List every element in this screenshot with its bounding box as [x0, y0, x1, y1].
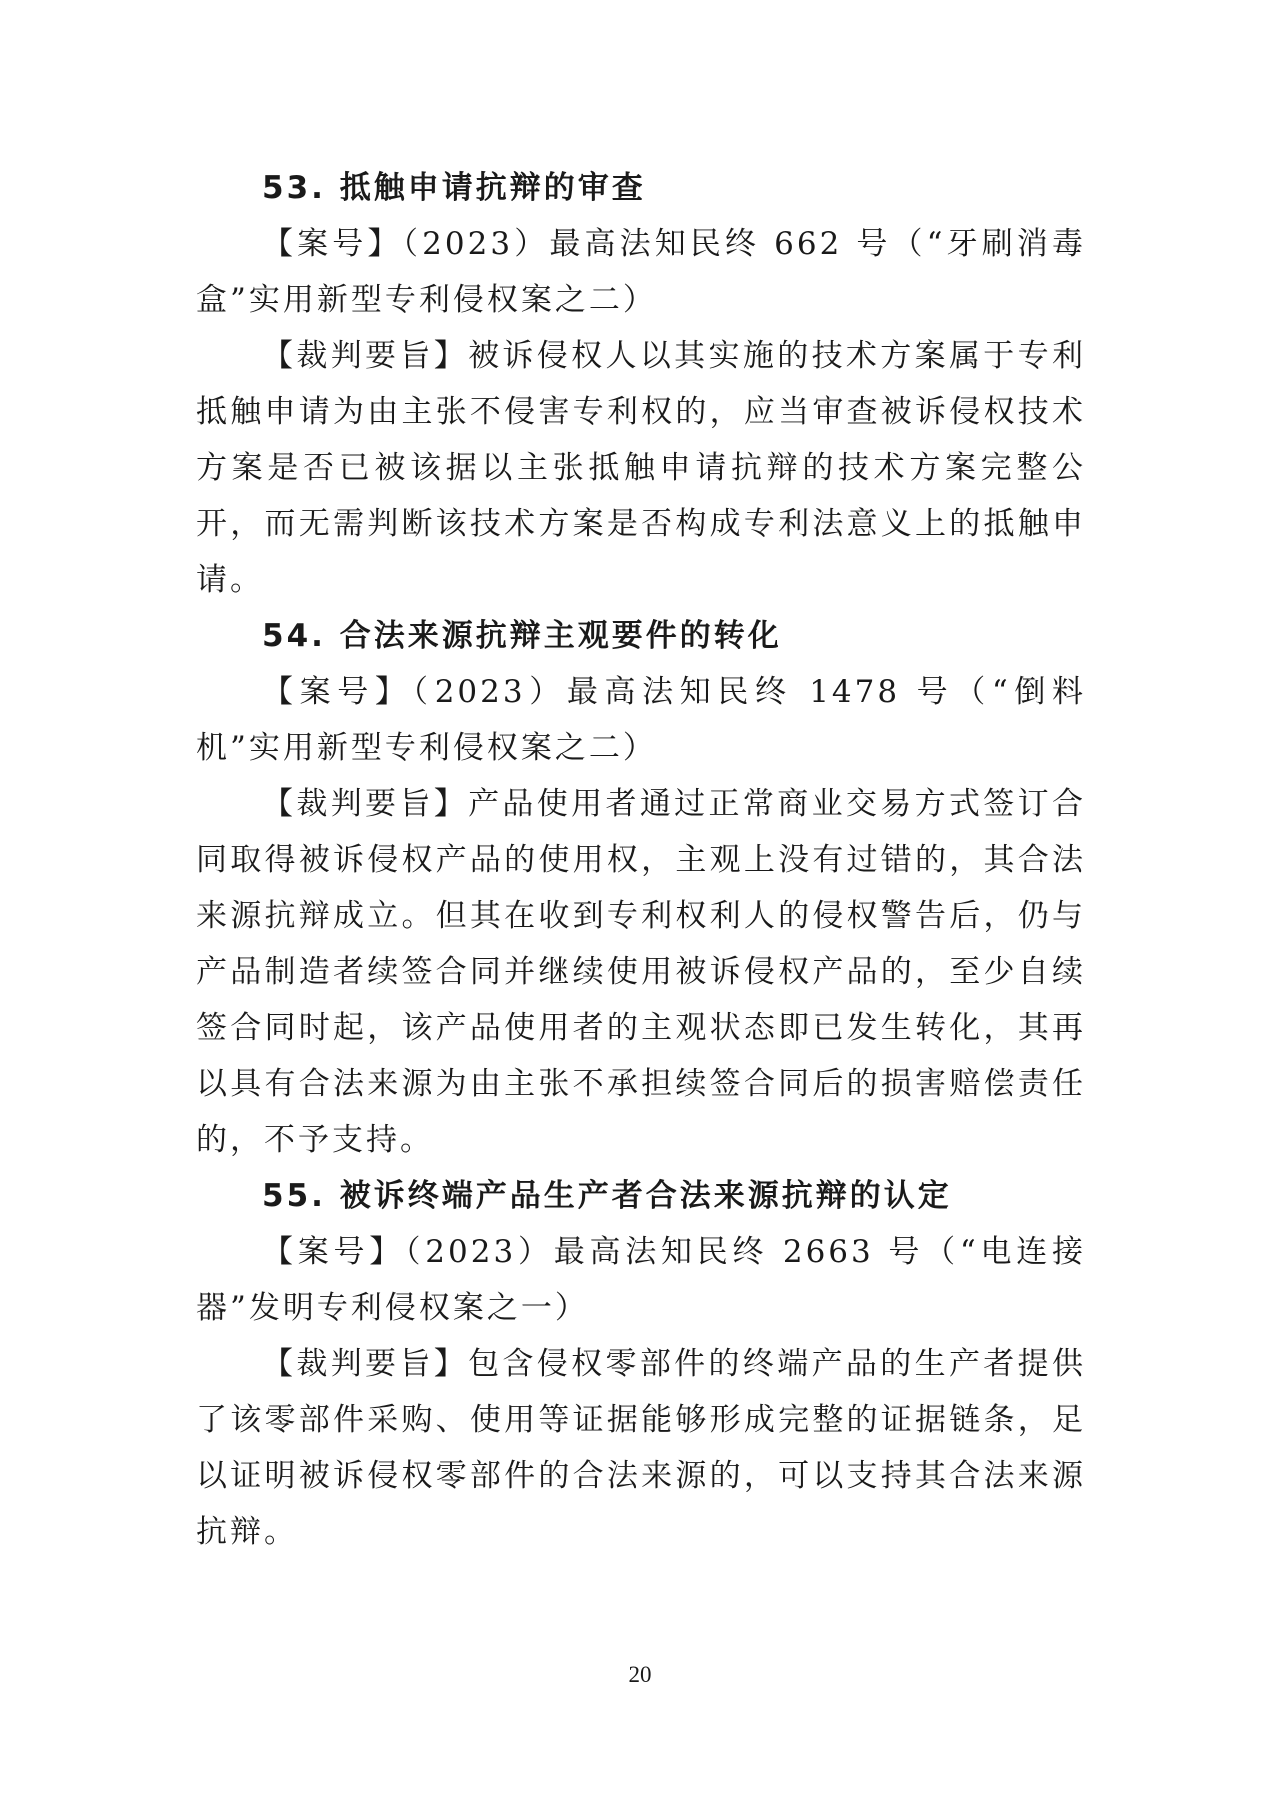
section-54: [196, 608, 1086, 1168]
section-53: [196, 160, 1086, 608]
document-page: [196, 160, 1086, 1560]
judgment-gist: 【裁判要旨】包含侵权零部件的终端产品的生产者提供了该零部件采购、使用等证据能够形成完整的证据链条，足以证明被诉侵权零部件的合法来源的，可以支持其合法来源抗辩。: [196, 1346, 1086, 1550]
section-heading: 55. 被诉终端产品生产者合法来源抗辩的认定: [262, 1178, 952, 1214]
judgment-gist: 【裁判要旨】产品使用者通过正常商业交易方式签订合同取得被诉侵权产品的使用权，主观上没有过错的，其合法来源抗辩成立。但其在收到专利权利人的侵权警告后，仍与产品制造者续签合同并继续使用被诉侵权产品的，至少自续签合同时起，该产品使用者的主观状态即已发生转化，其再以具有合法来源为由主张不承担续签合同后的损害赔偿责任的，不予支持。: [196, 786, 1086, 1158]
section-heading: 53. 抵触申请抗辩的审查: [262, 170, 646, 206]
page-number: 20: [628, 1662, 652, 1687]
section-heading: 54. 合法来源抗辩主观要件的转化: [262, 618, 782, 654]
case-number: 【案号】（2023）最高法知民终 662 号（“牙刷消毒盒”实用新型专利侵权案之二）: [196, 226, 1086, 318]
judgment-gist: 【裁判要旨】被诉侵权人以其实施的技术方案属于专利抵触申请为由主张不侵害专利权的，应当审查被诉侵权技术方案是否已被该据以主张抵触申请抗辩的技术方案完整公开，而无需判断该技术方案是否构成专利法意义上的抵触申请。: [196, 338, 1086, 598]
case-number: 【案号】（2023）最高法知民终 1478 号（“倒料机”实用新型专利侵权案之二）: [196, 674, 1086, 766]
case-number: 【案号】（2023）最高法知民终 2663 号（“电连接器”发明专利侵权案之一）: [196, 1234, 1086, 1326]
section-55: [196, 1168, 1086, 1560]
